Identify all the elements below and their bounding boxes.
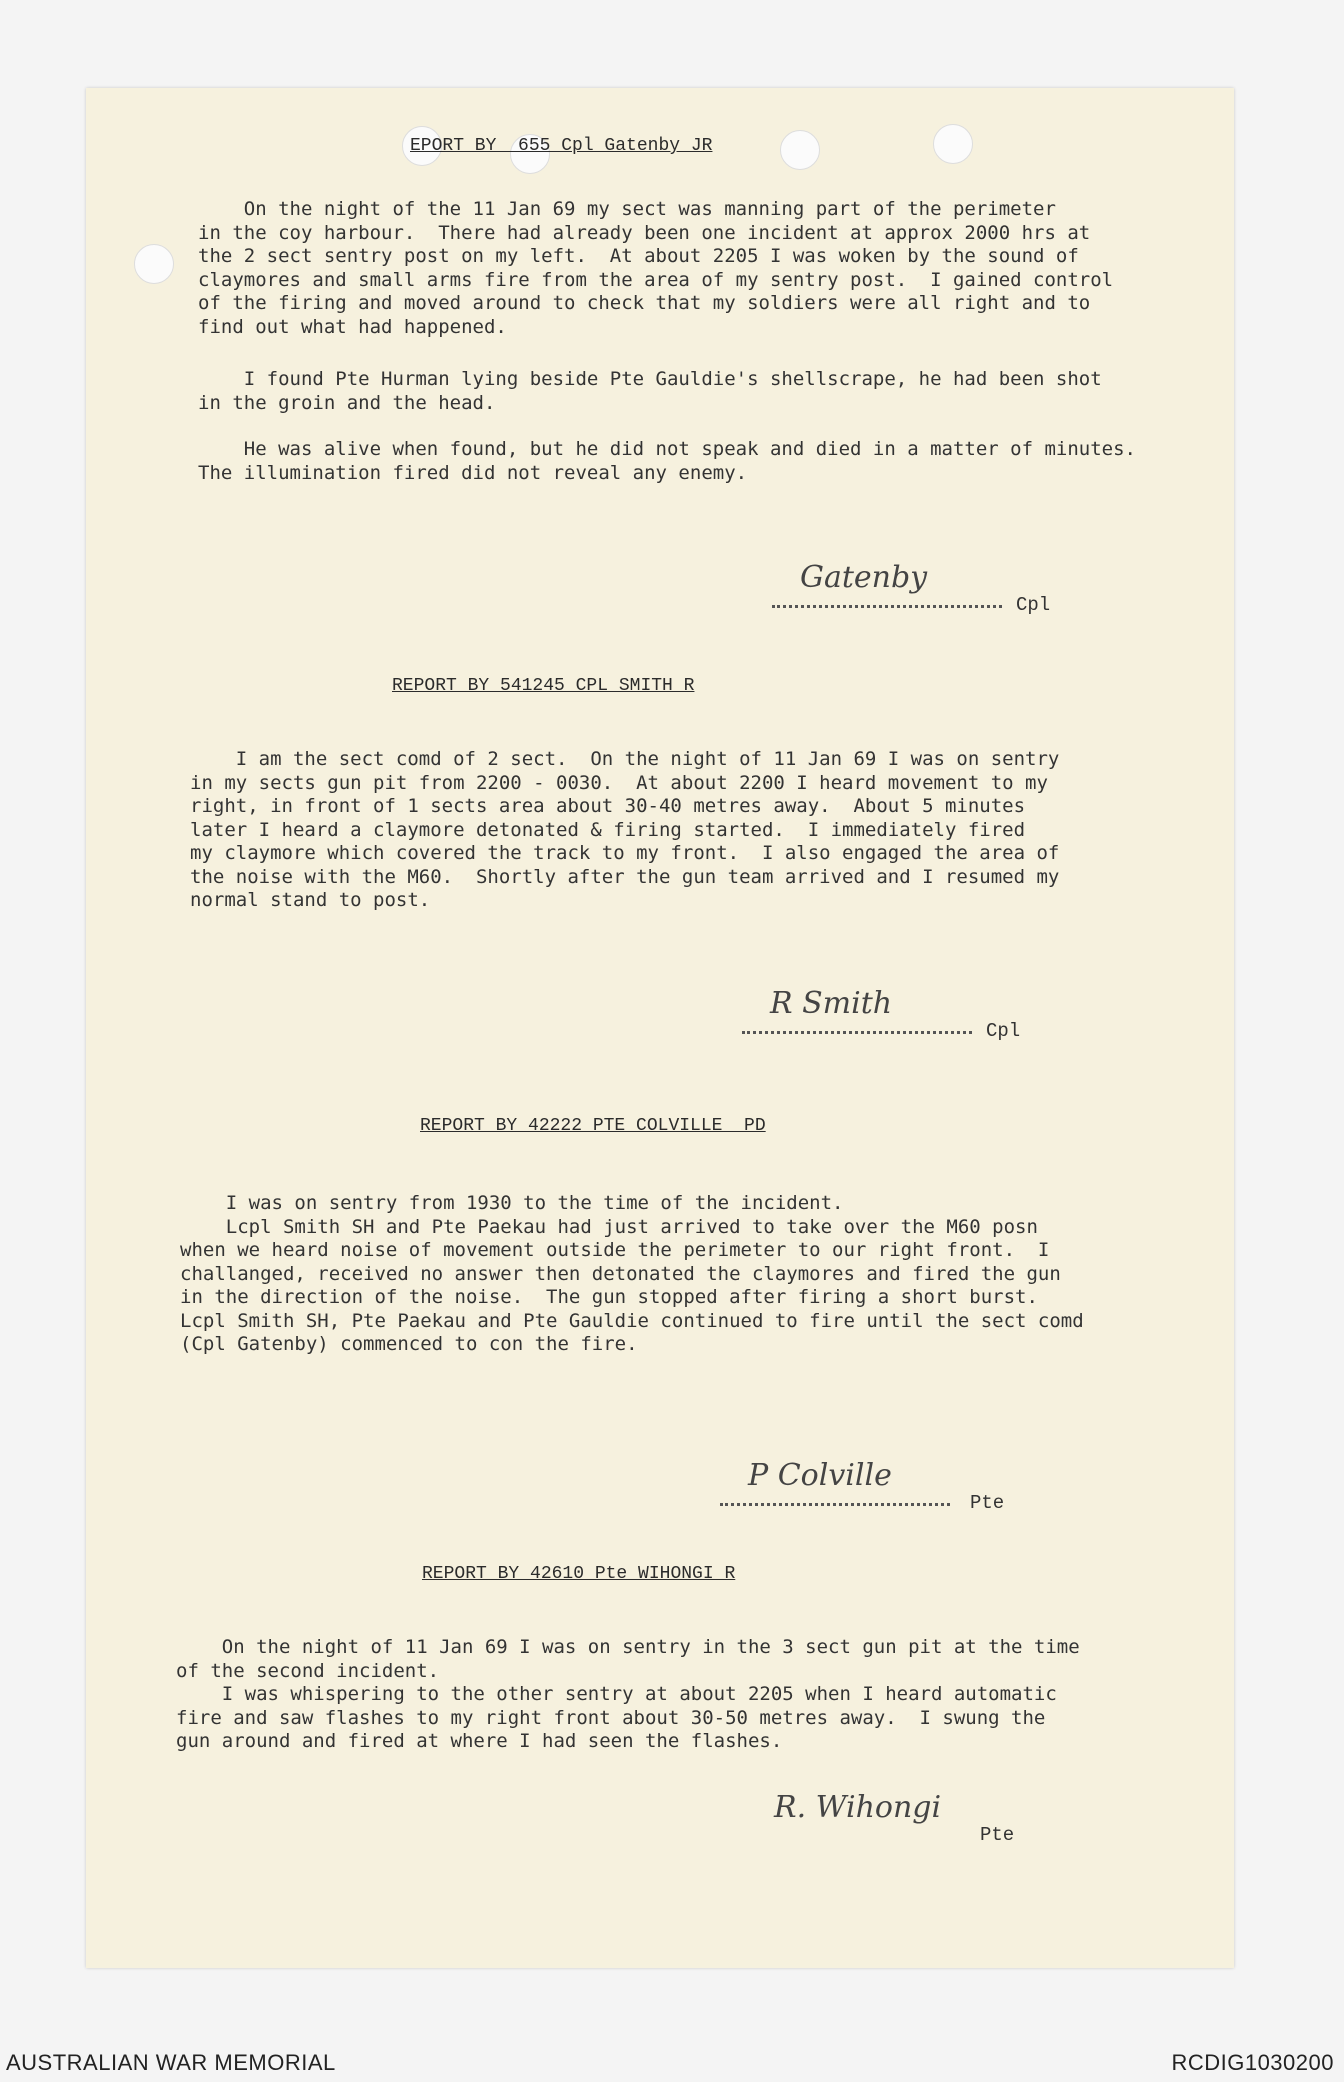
document-page [86, 88, 1234, 1968]
signature: R Smith [770, 986, 893, 1021]
punch-hole [780, 130, 820, 170]
rank-label: Pte [970, 1492, 1005, 1514]
rank-label: Cpl [986, 1020, 1021, 1042]
report-paragraph: He was alive when found, but he did not speak and died in a matter of minutes. The illumination fired did not reveal any enemy. [198, 438, 1136, 484]
report-paragraph: I found Pte Hurman lying beside Pte Gauldie's shellscrape, he had been shot in the groin and the head. [198, 368, 1102, 414]
report-heading: REPORT BY 42610 Pte WIHONGI R [422, 1564, 736, 1584]
report-heading: REPORT BY 541245 CPL SMITH R [392, 676, 695, 696]
footer-institution: AUSTRALIAN WAR MEMORIAL [6, 2050, 336, 2075]
report-paragraph: On the night of 11 Jan 69 I was on sentry in the 3 sect gun pit at the time of the second incident. I was whispering to the other sentry at about 2205 when I heard automatic fire and saw flashes to my right front about 30-50 metres away. I swung the gun around and fired at where I had seen the flashes. [176, 1636, 1080, 1752]
footer-record-id: RCDIG1030200 [1171, 2050, 1334, 2075]
rank-label: Cpl [1016, 594, 1051, 616]
signature-line [772, 605, 1002, 608]
signature-line [742, 1031, 972, 1034]
signature-line [720, 1503, 950, 1506]
report-heading: EPORT BY 655 Cpl Gatenby JR [410, 136, 713, 156]
signature: P Colville [748, 1458, 892, 1493]
report-paragraph: On the night of the 11 Jan 69 my sect was manning part of the perimeter in the coy harbour. There had already been one incident at approx 2000 hrs at the 2 sect sentry post on my left. At about 2205 I was woken by the sound of claymores and small arms fire from the area of my sentry post. I gained control of the firing and moved around to check that my soldiers were all right and to find out what had happened. [198, 198, 1114, 338]
signature-block [742, 986, 1122, 1044]
signature-block [720, 1458, 1100, 1516]
report-paragraph: I am the sect comd of 2 sect. On the night of 11 Jan 69 I was on sentry in my sects gun pit from 2200 - 0030. At about 2200 I heard movement to my right, in front of 1 sects area about 30-40 metres away. About 5 minutes later I heard a claymore detonated & firing started. I immediately fired my claymore which covered the track to my front. I also engaged the area of the noise with the M60. Shortly after the gun team arrived and I resumed my normal stand to post. [190, 748, 1060, 911]
rank-label: Pte [980, 1824, 1015, 1846]
signature-block [746, 1790, 1126, 1848]
punch-hole [933, 124, 973, 164]
report-paragraph: I was on sentry from 1930 to the time of the incident. Lcpl Smith SH and Pte Paekau had just arrived to take over the M60 posn when we heard noise of movement outside the perimeter to our right front. I challanged, received no answer then detonated the claymores and fired the gun in the direction of the noise. The gun stopped after firing a short burst. Lcpl Smith SH, Pte Paekau and Pte Gauldie continued to fire until the sect comd (Cpl Gatenby) commenced to con the fire. [180, 1192, 1084, 1355]
signature: R. Wihongi [774, 1790, 942, 1825]
punch-hole [134, 244, 174, 284]
signature: Gatenby [800, 560, 928, 595]
signature-block [772, 560, 1152, 618]
report-heading: REPORT BY 42222 PTE COLVILLE PD [420, 1116, 766, 1136]
